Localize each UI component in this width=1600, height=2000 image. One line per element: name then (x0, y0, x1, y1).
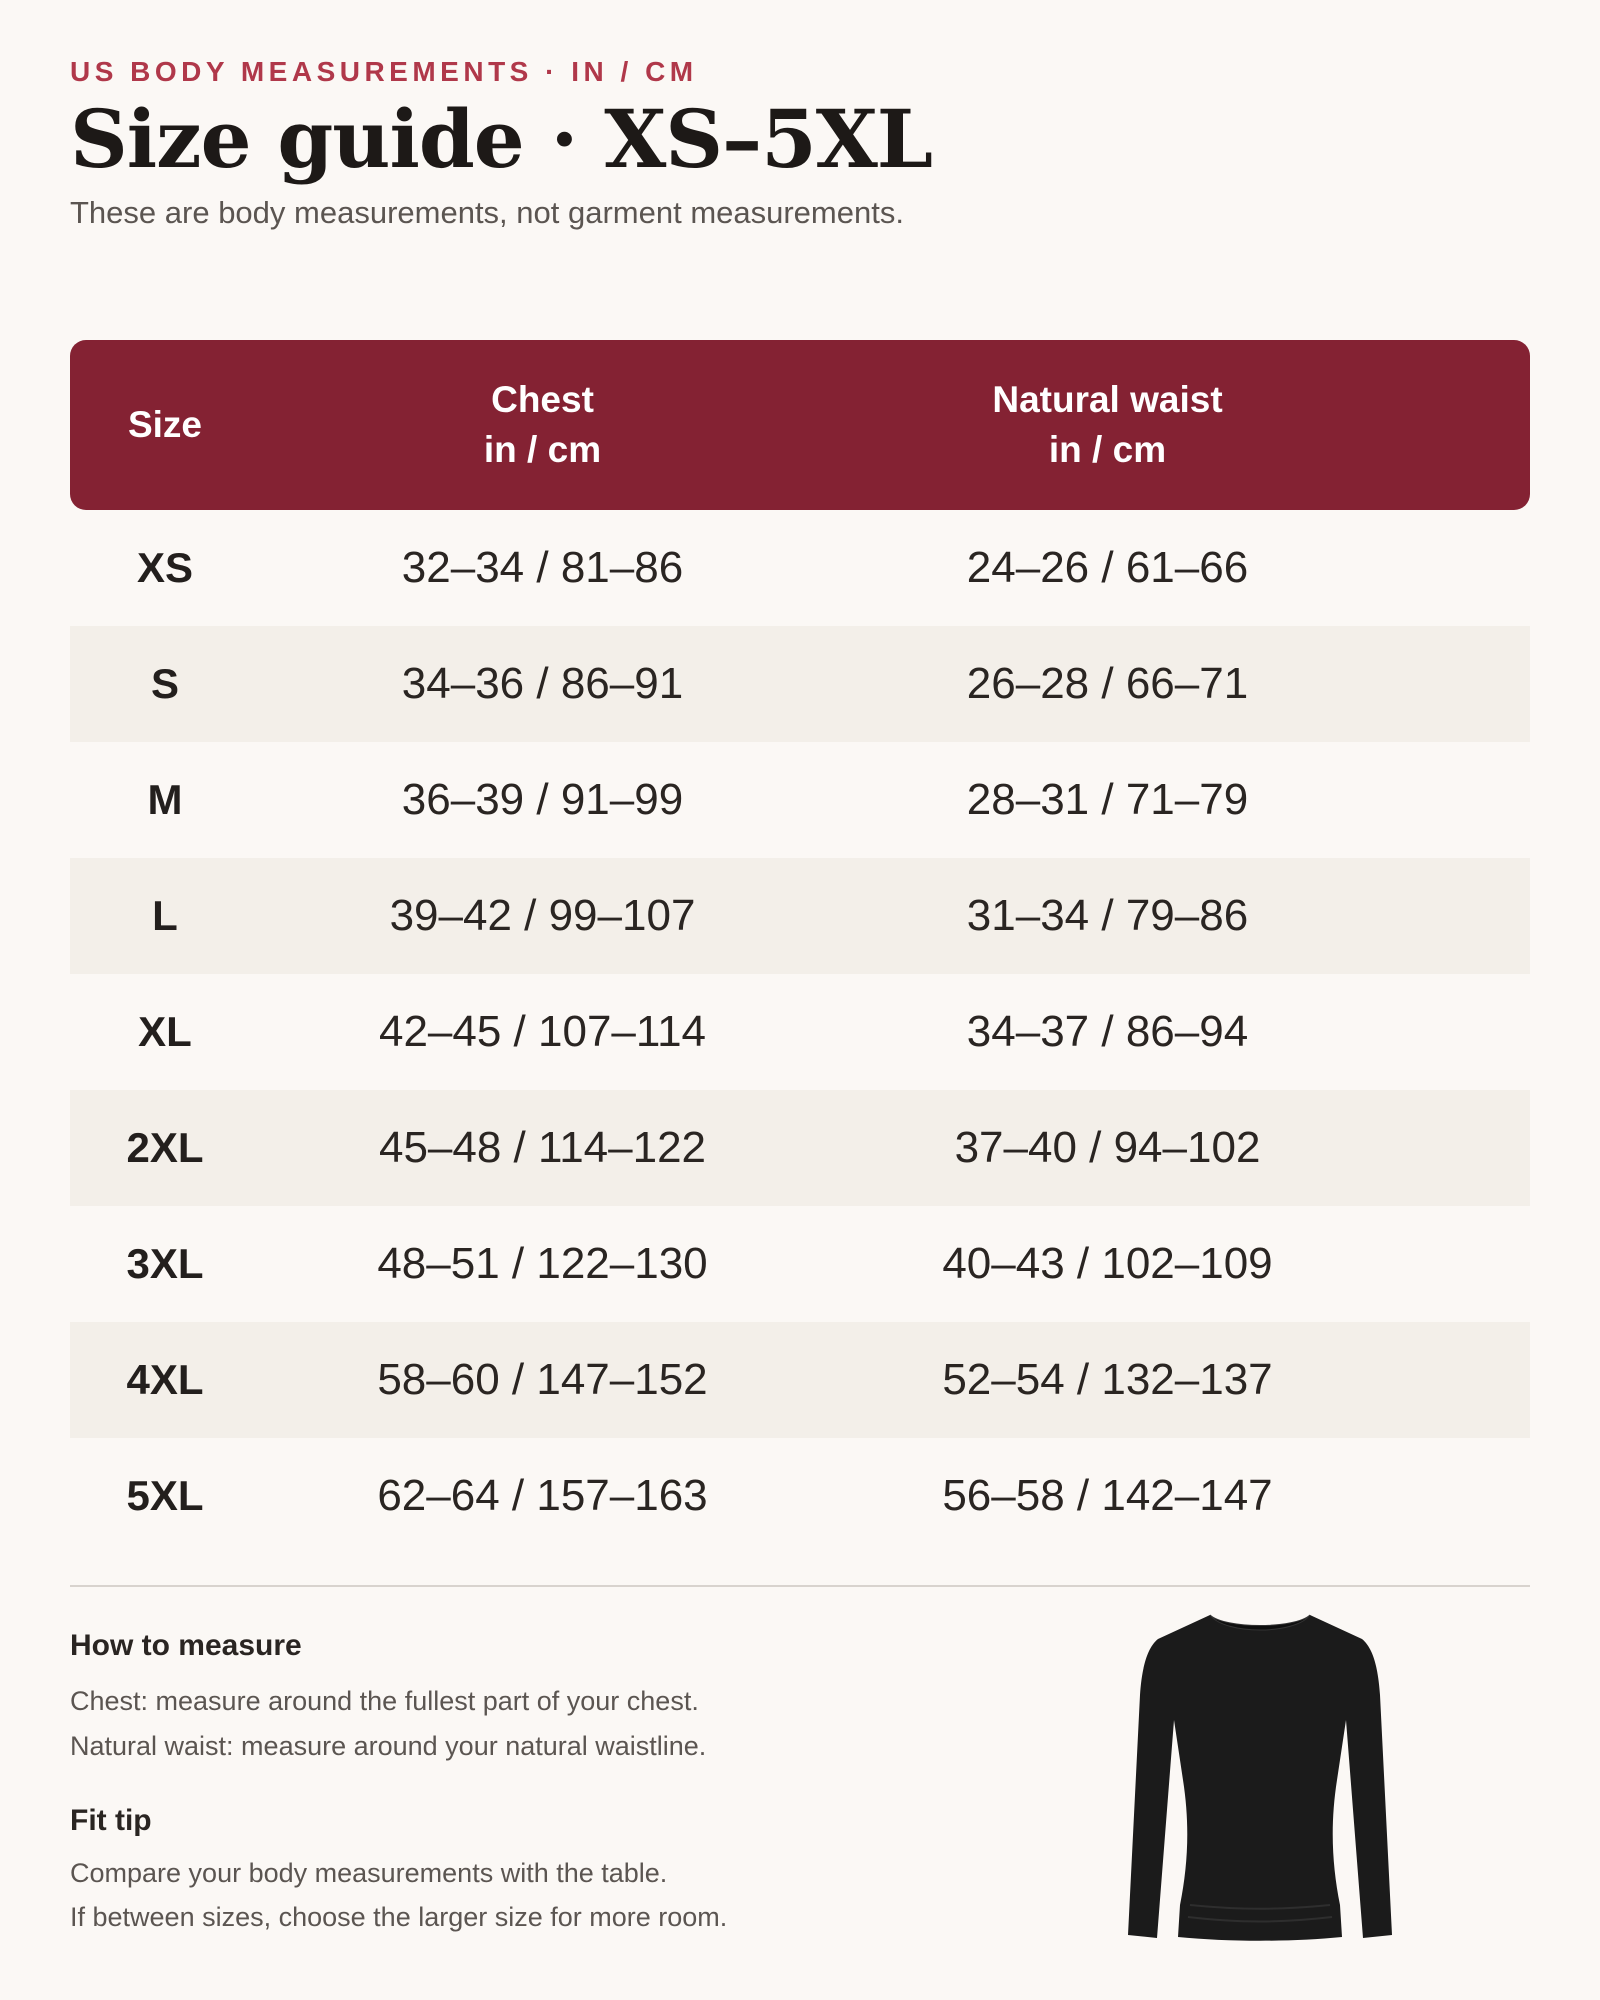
how-to-measure-chest: Chest: measure around the fullest part of your chest. (70, 1686, 699, 1716)
row-waist: 26–28 / 66–71 (966, 659, 1249, 708)
row-chest: 48–51 / 122–130 (377, 1239, 708, 1288)
fit-tip-line-1: Compare your body measurements with the table. (70, 1858, 668, 1888)
size-table (70, 340, 1530, 1554)
row-size: 4XL (126, 1356, 204, 1403)
header-chest-unit: in / cm (483, 429, 602, 470)
header-chest (260, 375, 825, 475)
row-size: S (150, 660, 179, 707)
header-waist-unit: in / cm (1048, 429, 1167, 470)
table-row (70, 510, 1530, 626)
row-waist: 31–34 / 79–86 (966, 891, 1249, 940)
page-subtitle: These are body measurements, not garment measurements. (70, 195, 904, 230)
row-waist: 52–54 / 132–137 (942, 1355, 1273, 1404)
row-size: XL (138, 1008, 192, 1055)
row-waist: 24–26 / 61–66 (966, 543, 1249, 592)
row-size: 3XL (126, 1240, 204, 1287)
table-row (70, 1206, 1530, 1322)
header-size: Size (127, 404, 203, 445)
row-chest: 39–42 / 99–107 (389, 891, 696, 940)
row-waist: 28–31 / 71–79 (966, 775, 1249, 824)
fit-tip-heading: Fit tip (70, 1804, 152, 1837)
table-row (70, 858, 1530, 974)
row-waist: 34–37 / 86–94 (966, 1007, 1249, 1056)
row-size: L (152, 892, 178, 939)
long-sleeve-shirt-icon (1110, 1605, 1410, 1950)
row-chest: 62–64 / 157–163 (377, 1471, 708, 1520)
header-waist-label: Natural waist (992, 379, 1223, 420)
row-waist: 40–43 / 102–109 (942, 1239, 1273, 1288)
table-row (70, 1322, 1530, 1438)
page-title: Size guide · XS–5XL (70, 92, 933, 186)
row-waist: 37–40 / 94–102 (954, 1123, 1261, 1172)
table-row (70, 742, 1530, 858)
how-to-measure-waist: Natural waist: measure around your natural waistline. (70, 1731, 707, 1761)
eyebrow-label: US BODY MEASUREMENTS · IN / CM (70, 56, 698, 87)
row-chest: 42–45 / 107–114 (378, 1007, 707, 1056)
row-chest: 34–36 / 86–91 (401, 659, 684, 708)
header-chest-label: Chest (491, 379, 594, 420)
table-row (70, 1090, 1530, 1206)
row-chest: 32–34 / 81–86 (401, 543, 684, 592)
row-size: M (147, 776, 183, 823)
table-row (70, 1438, 1530, 1554)
row-chest: 58–60 / 147–152 (377, 1355, 708, 1404)
row-chest: 36–39 / 91–99 (401, 775, 684, 824)
row-waist: 56–58 / 142–147 (942, 1471, 1273, 1520)
table-row (70, 974, 1530, 1090)
fit-tip-line-2: If between sizes, choose the larger size for more room. (70, 1902, 728, 1932)
row-chest: 45–48 / 114–122 (378, 1123, 707, 1172)
row-size: XS (136, 544, 194, 591)
section-divider (70, 1585, 1530, 1587)
table-header (70, 340, 1530, 510)
header-waist (825, 375, 1390, 475)
row-size: 5XL (126, 1472, 204, 1519)
how-to-measure-heading: How to measure (70, 1629, 302, 1662)
row-size: 2XL (126, 1124, 204, 1171)
table-row (70, 626, 1530, 742)
